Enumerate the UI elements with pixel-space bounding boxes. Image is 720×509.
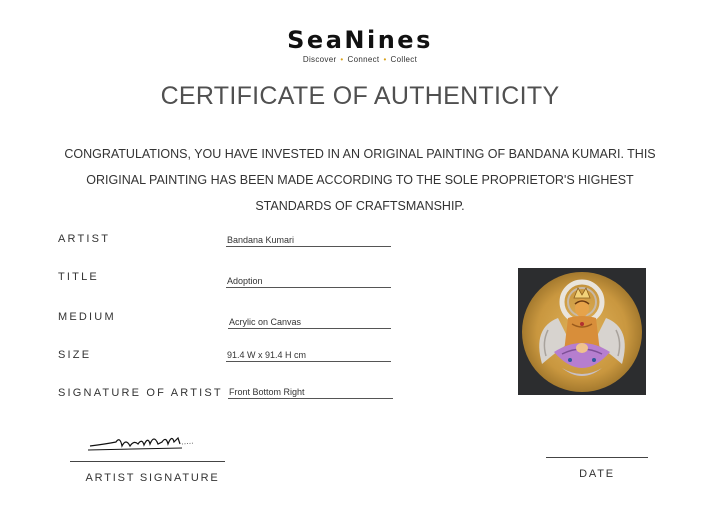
field-label-artist: ARTIST [58,233,111,245]
artist-signature-label: ARTIST SIGNATURE [85,472,220,484]
tagline-word: Connect [347,55,380,64]
date-line [546,457,648,458]
tagline-word: Discover [302,55,337,64]
field-value-artist: Bandana Kumari [226,234,391,247]
field-label-signature: SIGNATURE OF ARTIST [58,387,223,399]
brand-tagline [0,55,720,64]
field-value-size: 91.4 W x 91.4 H cm [226,349,391,362]
field-value-signature: Front Bottom Right [228,386,393,399]
brand-name: SeaNines [287,26,433,54]
tagline-dot-icon: • [340,55,344,64]
artist-signature-line [70,461,225,462]
brand-logo [0,26,720,64]
field-value-medium: Acrylic on Canvas [228,316,391,329]
artwork-image [518,268,646,395]
field-label-size: SIZE [58,349,92,361]
certificate-title: CERTIFICATE OF AUTHENTICITY [160,82,560,110]
tagline-dot-icon: • [383,55,387,64]
date-label: DATE [579,468,615,480]
handwritten-signature [86,432,216,456]
tagline-word: Collect [390,55,418,64]
field-value-title: Adoption [226,275,391,288]
certificate-intro: CONGRATULATIONS, YOU HAVE INVESTED IN AN ORIGINAL PAINTING OF BANDANA KUMARI. THIS ORIGINAL PAINTING HAS BEEN MADE ACCORDING TO THE SOLE PROPRIETOR'S HIGHEST STANDARDS OF CRAFTSMANSHIP. [64,147,656,213]
field-label-title: TITLE [58,271,99,283]
field-label-medium: MEDIUM [58,311,116,323]
